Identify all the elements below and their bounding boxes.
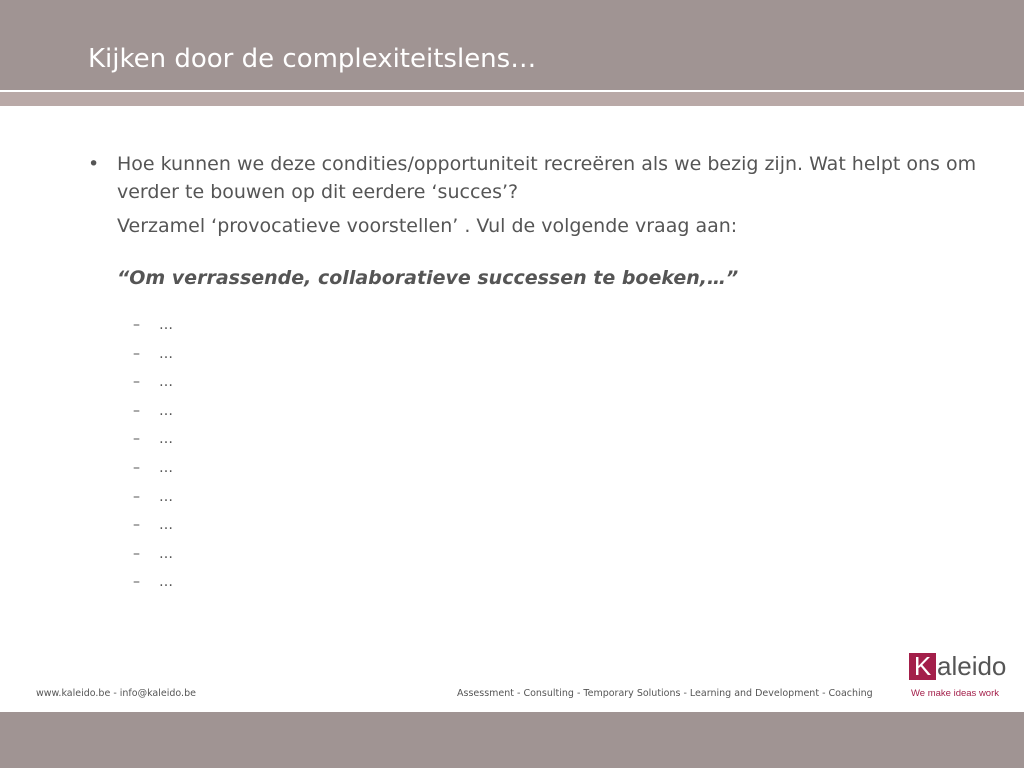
footer-contact: www.kaleido.be - info@kaleido.be: [36, 688, 196, 699]
dash-marker: –: [133, 345, 140, 362]
dash-marker: –: [133, 459, 140, 476]
quote-text: “Om verrassende, collaboratieve successen te boeken,…”: [117, 267, 739, 289]
slide-title: Kijken door de complexiteitslens…: [88, 44, 537, 74]
header-band: [0, 92, 1024, 106]
list-item-text: …: [159, 374, 173, 391]
dash-marker: –: [133, 317, 140, 333]
logo-letter: K: [909, 653, 936, 680]
dash-marker: –: [133, 374, 140, 391]
footer-bar: [0, 712, 1024, 768]
list-item-text: …: [159, 517, 173, 534]
list-item: [133, 311, 1024, 340]
slide-content: [88, 150, 988, 597]
question-text: Hoe kunnen we deze condities/opportuniteit recreëren als we bezig zijn. Wat helpt ons om verder te bouwen op dit eerdere ‘succes’?: [117, 153, 977, 203]
list-item-text: …: [159, 317, 173, 333]
dash-marker: –: [133, 574, 140, 591]
list-item: [133, 540, 1024, 569]
list-item-text: …: [159, 402, 173, 419]
list-item-text: …: [159, 431, 173, 448]
bullet-marker: •: [88, 153, 100, 175]
sub-list: [133, 311, 1024, 597]
list-item: [133, 511, 1024, 540]
list-item-text: …: [159, 459, 173, 476]
list-item: [133, 340, 1024, 369]
logo-tagline: We make ideas work: [911, 688, 999, 699]
list-item: [133, 397, 1024, 426]
list-item-text: …: [159, 345, 173, 362]
logo-text: aleido: [937, 651, 1007, 681]
list-item-text: …: [159, 574, 173, 591]
dash-marker: –: [133, 488, 140, 505]
instruction-text: Verzamel ‘provocatieve voorstellen’ . Vul de volgende vraag aan:: [117, 215, 738, 237]
list-item: [133, 483, 1024, 512]
dash-marker: –: [133, 517, 140, 534]
dash-marker: –: [133, 545, 140, 562]
list-item: [133, 425, 1024, 454]
list-item: [133, 454, 1024, 483]
list-item-text: …: [159, 545, 173, 562]
dash-marker: –: [133, 402, 140, 419]
kaleido-logo: [909, 653, 1019, 683]
list-item: [133, 568, 1024, 597]
list-item-text: …: [159, 488, 173, 505]
dash-marker: –: [133, 431, 140, 448]
list-item: [133, 368, 1024, 397]
footer-services: Assessment - Consulting - Temporary Solutions - Learning and Development - Coaching: [457, 688, 873, 699]
